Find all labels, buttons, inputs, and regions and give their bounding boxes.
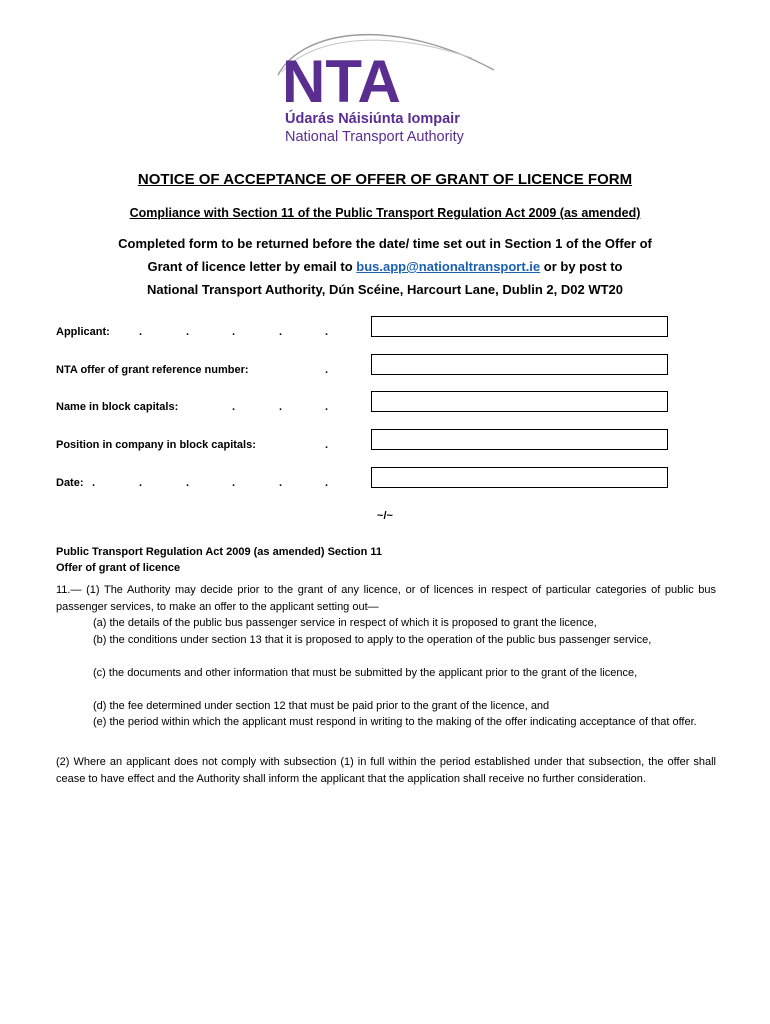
- email-link[interactable]: bus.app@nationaltransport.ie: [356, 259, 541, 274]
- leader-dot: .: [92, 477, 96, 489]
- instructions-line-1: Completed form to be returned before the date/ time set out in Section 1 of the Offer of: [118, 236, 652, 251]
- leader-dot: .: [325, 477, 329, 489]
- clause-d: (d) the fee determined under section 12 that must be paid prior to the grant of the licence, and: [93, 700, 550, 712]
- instructions-line-2: [60, 255, 710, 278]
- position-field[interactable]: [371, 429, 668, 450]
- leader-dot: .: [325, 364, 329, 376]
- leader-dot: .: [325, 326, 329, 338]
- name-field[interactable]: [371, 391, 668, 412]
- act-heading: [56, 544, 382, 576]
- instructions-text: Grant of licence letter by email to: [147, 259, 357, 274]
- logo-irish-name: Údarás Náisiúnta Iompair: [285, 111, 460, 127]
- leader-dot: .: [279, 477, 283, 489]
- logo-english-name: National Transport Authority: [285, 129, 464, 145]
- reference-field[interactable]: [371, 354, 668, 375]
- clause-a: (a) the details of the public bus passenger service in respect of which it is proposed to grant the licence,: [93, 617, 597, 629]
- instructions-text: or by post to: [540, 259, 623, 274]
- leader-dot: .: [279, 326, 283, 338]
- applicant-label: Applicant:: [56, 326, 110, 338]
- form-subtitle: Compliance with Section 11 of the Public Transport Regulation Act 2009 (as amended): [129, 206, 641, 220]
- leader-dot: .: [186, 477, 190, 489]
- date-label: Date:: [56, 477, 84, 489]
- clause-c: (c) the documents and other information that must be submitted by the applicant prior to the grant of the licence,: [93, 667, 638, 679]
- clause-b: (b) the conditions under section 13 that it is proposed to apply to the operation of the public bus passenger service,: [93, 634, 652, 646]
- leader-dot: .: [232, 477, 236, 489]
- leader-dot: .: [325, 439, 329, 451]
- leader-dot: .: [325, 401, 329, 413]
- act-heading-line-1: Public Transport Regulation Act 2009 (as amended) Section 11: [56, 546, 383, 558]
- leader-dot: .: [139, 477, 143, 489]
- section-11-paragraph-1: 11.— (1) The Authority may decide prior to the grant of any licence, or of licences in respect of particular categories of public bus passenger services, to make an offer to the applicant setting out—: [56, 584, 716, 613]
- clause-e: (e) the period within which the applicant must respond in writing to the making of the offer indicating acceptance of that offer.: [93, 716, 697, 728]
- act-heading-line-2: Offer of grant of licence: [56, 562, 181, 574]
- section-11-paragraph-2: (2) Where an applicant does not comply with subsection (1) in full within the period established under that subsection, the offer shall cease to have effect and the Authority shall inform the applicant that the application shall receive no further consideration.: [56, 756, 716, 785]
- position-label: Position in company in block capitals:: [56, 439, 256, 451]
- form-title: NOTICE OF ACCEPTANCE OF OFFER OF GRANT OF LICENCE FORM: [137, 171, 633, 188]
- instructions-line-3: National Transport Authority, Dún Scéine, Harcourt Lane, Dublin 2, D02 WT20: [146, 282, 623, 297]
- date-field[interactable]: [371, 467, 668, 488]
- logo-mark: NTA: [282, 48, 401, 115]
- leader-dot: .: [139, 326, 143, 338]
- leader-dot: .: [186, 326, 190, 338]
- applicant-field[interactable]: [371, 316, 668, 337]
- separator: ~/~: [377, 510, 393, 522]
- leader-dot: .: [232, 326, 236, 338]
- reference-label: NTA offer of grant reference number:: [56, 364, 249, 376]
- name-label: Name in block capitals:: [56, 401, 179, 413]
- leader-dot: .: [232, 401, 236, 413]
- leader-dot: .: [279, 401, 283, 413]
